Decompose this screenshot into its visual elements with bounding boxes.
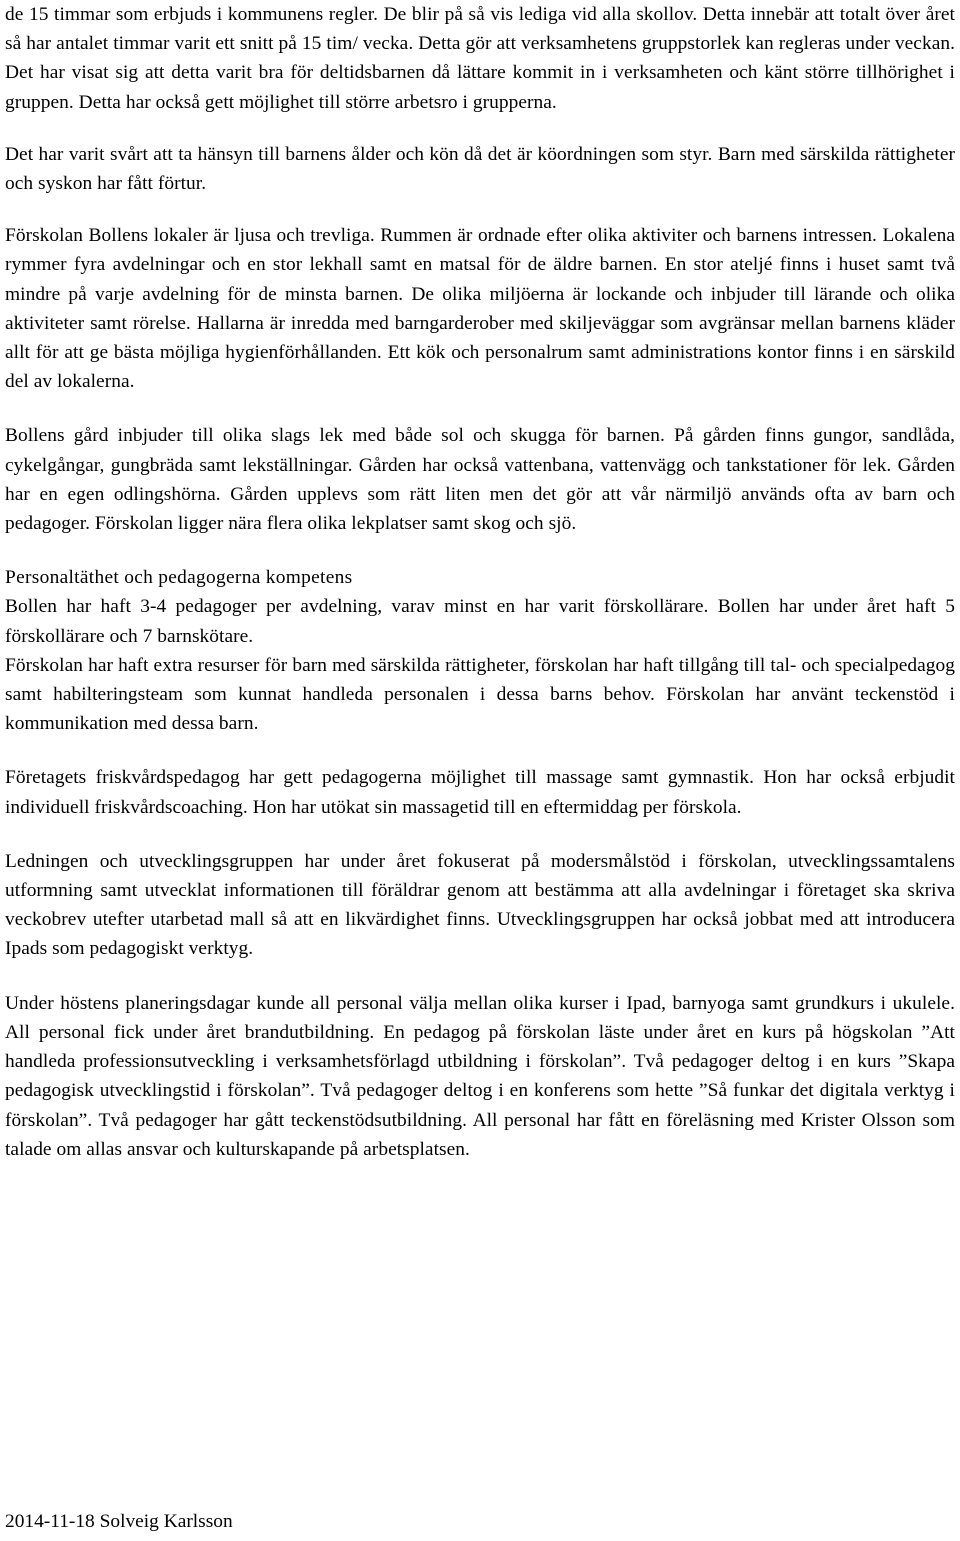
paragraph-opening-hours: de 15 timmar som erbjuds i kommunens regler. De blir på så vis lediga vid alla skollov. Detta innebär att totalt över året så har antalet timmar varit ett snitt på 15 tim/ vecka. Detta gör att verksamhetens gruppstorlek kan regleras under veckan. Det har visat sig att detta varit bra för deltidsbarnen då lättare kommit in i verksamheten och känt större tillhörighet i gruppen. Detta har också gett möjlighet till större arbetsro i grupperna. [5,4,955,113]
paragraph-gap [5,738,955,763]
paragraph-gap [5,198,955,221]
footer-date-author: 2014-11-18 Solveig Karlsson [5,1511,233,1532]
paragraph-gap [5,822,955,847]
paragraph-development-group: Ledningen och utvecklingsgruppen har under året fokuserat på modersmålstöd i förskolan, utvecklingssamtalens utformning samt utvecklat informationen till föräldrar genom att bestämma att alla avdelningar i företaget ska skriva veckobrev utefter utarbetad mall så att en likvärdighet finns. Utvecklingsgruppen har också jobbat med att introducera Ipads som pedagogiskt verktyg. [5,850,955,960]
paragraph-staff-count: Bollen har haft 3-4 pedagoger per avdelning, varav minst en har varit förskollärare. Bollen har under året haft 5 förskollärare och 7 barnskötare. [5,596,955,647]
section-heading-staffing: Personaltäthet och pedagogerna kompetens [5,567,353,589]
paragraph-training: Under höstens planeringsdagar kunde all personal välja mellan olika kurser i Ipad, barnyoga samt grundkurs i ukulele. All personal fick under året brandutbildning. En pedagog på förskolan läste under året en kurs på högskolan ”Att handleda professionsutveckling i verksamhetsförlagd utbildning i förskolan”. Två pedagoger deltog i en kurs ”Skapa pedagogisk utvecklingstid i förskolan”. Två pedagoger deltog i en konferens som hette ”Så funkar det digitala verktyg i förskolan”. Två pedagoger har gått teckenstödsutbildning. All personal har fått en föreläsning med Krister Olsson som talade om allas ansvar och kulturskapande på arbetsplatsen. [5,992,955,1160]
paragraph-premises: Förskolan Bollens lokaler är ljusa och trevliga. Rummen är ordnade efter olika aktiviter och barnens intressen. Lokalena rymmer fyra avdelningar och en stor lekhall samt en matsal för de äldre barnen. En stor ateljé finns i huset samt två mindre på varje avdelning för de minsta barnen. De olika miljöerna är lockande och inbjuder till lärande och olika aktiviteter samt rörelse. Hallarna är inredda med barngarderober med skiljeväggar som avgränsar mellan barnens kläder allt för att ge bästa möjliga hygienförhållanden. Ett kök och personalrum samt administrations kontor finns i en särskild del av lokalerna. [5,225,955,393]
paragraph-queue-order: Det har varit svårt att ta hänsyn till barnens ålder och kön då det är köordningen som styr. Barn med särskilda rättigheter och syskon har fått förtur. [5,143,955,195]
paragraph-gap [5,964,955,989]
paragraph-yard: Bollens gård inbjuder till olika slags lek med både sol och skugga för barnen. På gården finns gungor, sandlåda, cykelgångar, gungbräda samt lekställningar. Gården har också vattenbana, vattenvägg och tankstationer för lek. Gården har en egen odlingshörna. Gården upplevs som rätt liten men det gör att vår närmiljö används ofta av barn och pedagoger. Förskolan ligger nära flera olika lekplatser samt skog och sjö. [5,425,955,535]
paragraph-gap [5,538,955,563]
paragraph-gap [5,117,955,140]
paragraph-extra-resources: Förskolan har haft extra resurser för barn med särskilda rättigheter, förskolan har haft tillgång till tal- och specialpedagog samt habilteringsteam som kunnat handleda personalen i dessa barns behov. Förskolan har använt teckenstöd i kommunikation med dessa barn. [5,654,955,735]
document-page [5,0,955,1164]
paragraph-gap [5,396,955,421]
paragraph-wellness: Företagets friskvårdspedagog har gett pedagogerna möjlighet till massage samt gymnastik. Hon har också erbjudit individuell friskvårdscoaching. Hon har utökat sin massagetid till en eftermiddag per förskola. [5,767,955,818]
